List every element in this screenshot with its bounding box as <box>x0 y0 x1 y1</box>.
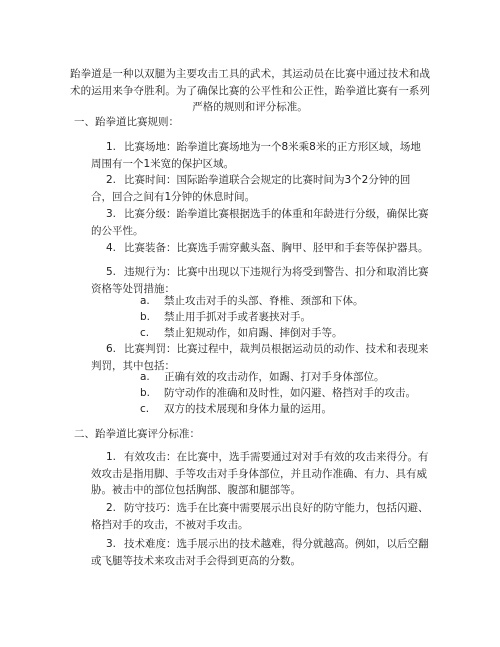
judging-item <box>140 401 440 418</box>
rule-item <box>91 172 429 205</box>
scoring-item-number: 1. <box>106 451 117 463</box>
rule-item-number: 1. <box>106 141 117 153</box>
violation-item-letter: a. <box>140 295 150 307</box>
rule-item-text: 比赛场地：跆拳道比赛场地为一个8米乘8米的正方形区域，场地周围有一个1米宽的保护区域。 <box>91 141 421 170</box>
scoring-item-text: 技术难度：选手展示出的技术越难，得分就越高。例如，以后空翻或飞腿等技术来攻击对手会得到更高的分数。 <box>91 538 429 567</box>
judging-item-letter: c. <box>140 403 150 415</box>
judging-item-text: 正确有效的攻击动作，如踢、打对手身体部位。 <box>164 371 385 383</box>
scoring-item-number: 3. <box>106 538 117 550</box>
judging-item <box>140 369 440 386</box>
scoring-item <box>91 536 429 569</box>
section-heading-scoring: 二、跆拳道比赛评分标准： <box>74 428 200 440</box>
violation-item-text: 禁止攻击对手的头部、脊椎、颈部和下体。 <box>164 295 364 307</box>
scoring-item-text: 防守技巧：选手在比赛中需要展示出良好的防守能力，包括闪避、格挡对手的攻击，不被对手攻击。 <box>91 502 429 531</box>
rule-item-number: 5. <box>106 266 117 278</box>
judging-item-letter: b. <box>140 387 151 399</box>
rule-item-text: 比赛分级：跆拳道比赛根据选手的体重和年龄进行分级，确保比赛的公平性。 <box>91 208 429 237</box>
scoring-item <box>91 500 429 533</box>
section-heading-rules: 一、跆拳道比赛规则： <box>74 116 179 128</box>
judging-item <box>140 385 440 402</box>
rule-item-number: 2. <box>106 174 117 186</box>
rule-item <box>91 206 429 239</box>
scoring-item <box>91 449 429 499</box>
rule-item-text: 比赛时间：国际跆拳道联合会规定的比赛时间为3个2分钟的回合，回合之间有1分钟的休息时间。 <box>91 174 411 203</box>
rule-item <box>91 240 429 257</box>
violation-item <box>140 325 440 342</box>
violation-item-text: 禁止用手抓对手或者裹挟对手。 <box>164 311 311 323</box>
rule-item <box>91 139 429 172</box>
judging-item-text: 防守动作的准确和及时性，如闪避、格挡对手的攻击。 <box>164 387 416 399</box>
violation-item <box>140 293 440 310</box>
scoring-item-number: 2. <box>106 502 117 514</box>
rule-item-text: 比赛装备：比赛选手需穿戴头盔、胸甲、胫甲和手套等保护器具。 <box>124 242 429 254</box>
judging-item-text: 双方的技术展现和身体力量的运用。 <box>164 403 332 415</box>
rule-item-text: 比赛判罚：比赛过程中，裁判员根据运动员的动作、技术和表现来判罚，其中包括： <box>91 343 429 372</box>
violation-item-letter: c. <box>140 327 150 339</box>
judging-item-letter: a. <box>140 371 150 383</box>
scoring-item-text: 有效攻击：在比赛中，选手需要通过对对手有效的攻击来得分。有效攻击是指用脚、手等攻击对手身体部位，并且动作准确、有力、具有威胁。被击中的部位包括胸部、腹部和腿部等。 <box>91 451 429 496</box>
rule-item-text: 违规行为：比赛中出现以下违规行为将受到警告、扣分和取消比赛资格等处罚措施： <box>91 266 429 295</box>
rule-item-number: 4. <box>106 242 117 254</box>
violation-item-text: 禁止犯规动作，如肩踢、摔倒对手等。 <box>164 327 343 339</box>
intro-paragraph: 跆拳道是一种以双腿为主要攻击工具的武术，其运动员在比赛中通过技术和战术的运用来争夺胜利。为了确保比赛的公平性和公正性，跆拳道比赛有一系列严格的规则和评分标准。 <box>70 68 430 113</box>
violation-item-letter: b. <box>140 311 151 323</box>
rule-item-number: 6. <box>106 343 117 355</box>
rule-item-number: 3. <box>106 208 117 220</box>
violation-item <box>140 309 440 326</box>
